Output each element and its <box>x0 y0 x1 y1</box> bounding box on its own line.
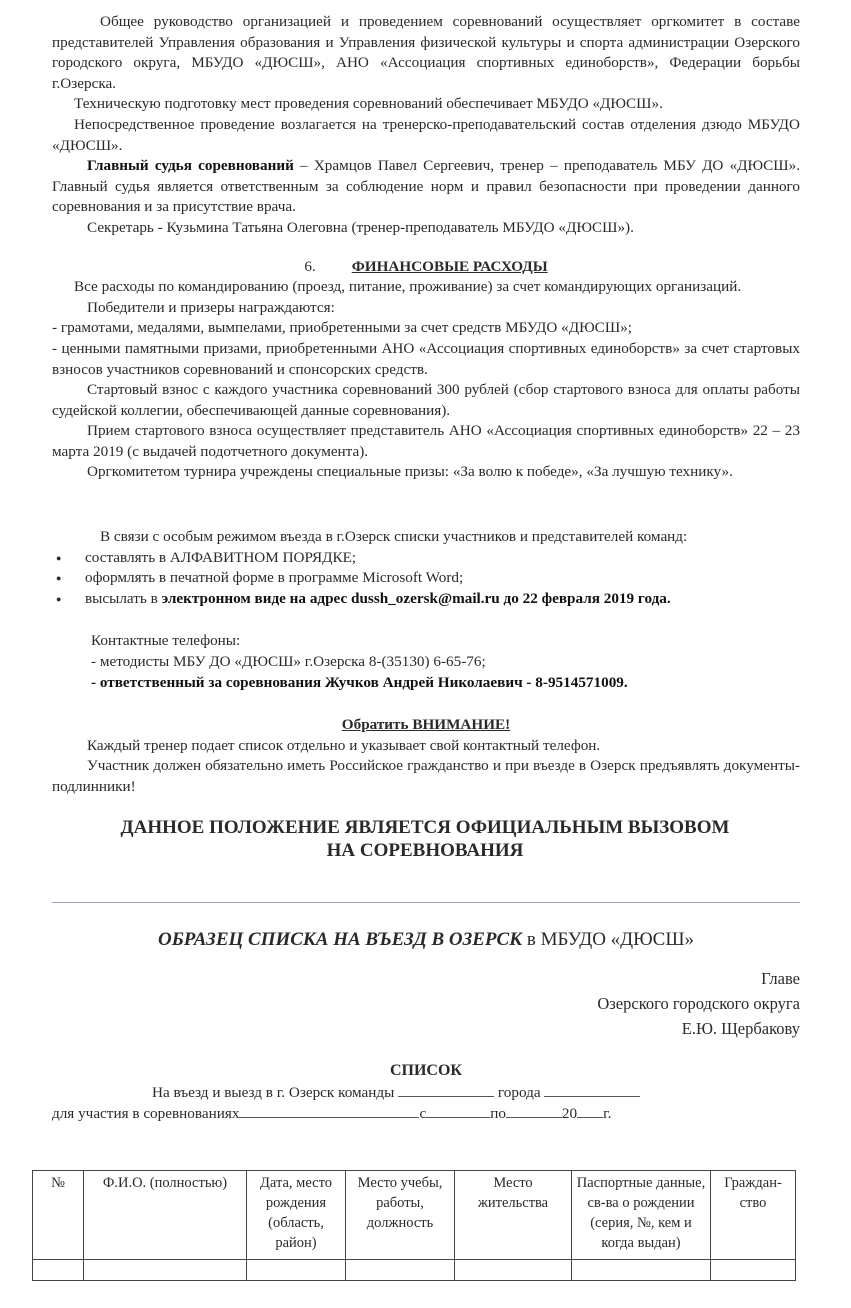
official-line-2: НА СОРЕВНОВАНИЯ <box>326 839 524 861</box>
list-to-label: по <box>490 1105 506 1123</box>
sample-title-rest: в МБУДО «ДЮСШ» <box>522 928 694 950</box>
intro-paragraph-2: Техническую подготовку мест проведения соревнований обеспечивает МБУДО «ДЮСШ». <box>74 95 663 113</box>
table-header-cell: Место учебы, работы, должность <box>346 1171 455 1260</box>
table-header-cell: Граждан-ство <box>711 1171 796 1260</box>
attention-heading: Обратить ВНИМАНИЕ! <box>341 716 511 734</box>
addressee-line-2: Озерского городского округа <box>597 994 800 1014</box>
addressee-line-1: Главе <box>761 969 800 989</box>
responsible-contact: - ответственный за соревнования Жучков Андрей Николаевич - 8-9514571009. <box>91 673 628 691</box>
chief-judge-label: Главный судья соревнований <box>87 157 294 175</box>
intro-paragraph-4 <box>52 156 800 218</box>
participants-table <box>32 1170 796 1281</box>
from-blank <box>426 1103 490 1118</box>
list-from-label: с <box>419 1105 427 1123</box>
list-line-1 <box>52 1082 800 1104</box>
chief-judge-text: – Храмцов Павел Сергеевич, тренер – преподаватель МБУ ДО «ДЮСШ». Главный судья является ответственным за соблюдение норм и правил безопасности при проведении данного соревнования и за присутствие врача. <box>52 157 800 216</box>
table-header-cell: Ф.И.О. (полностью) <box>84 1171 247 1260</box>
entry-rules-list <box>52 548 800 610</box>
team-blank <box>398 1082 494 1097</box>
finance-paragraph-6: Прием стартового взноса осуществляет представитель АНО «Ассоциация спортивных единоборств» 22 – 23 марта 2019 (с выдачей подотчетного документа). <box>52 422 800 460</box>
finance-paragraph-5: Стартовый взнос с каждого участника соревнований 300 рублей (сбор стартового взноса для оплаты работы судейской коллегии, обеспечивающей данные соревнования). <box>52 381 800 419</box>
addressee-block <box>52 966 800 1041</box>
table-header-cell: № <box>33 1171 84 1260</box>
list-line-2-text: для участия в соревнованиях <box>52 1105 240 1123</box>
list-line-2 <box>52 1103 800 1125</box>
contacts-line-2 <box>91 673 800 694</box>
list-title: СПИСОК <box>389 1062 463 1080</box>
table-cell <box>84 1260 247 1281</box>
email-deadline: электронном виде на адрес dussh_ozersk@mail.ru до 22 февраля 2019 года. <box>161 589 671 607</box>
table-header-cell: Место жительства <box>455 1171 572 1260</box>
list-city-label: города <box>497 1083 541 1101</box>
entry-intro: В связи с особым режимом въезда в г.Озерск списки участников и представителей команд: <box>100 528 688 546</box>
section-heading <box>52 257 800 278</box>
list-item: ● составлять в АЛФАВИТНОМ ПОРЯДКЕ; <box>52 548 800 569</box>
list-year-prefix: 20 <box>561 1105 578 1123</box>
year-blank <box>577 1103 603 1118</box>
contacts-block <box>52 631 800 693</box>
section-number: 6. <box>304 257 316 275</box>
competition-blank <box>239 1103 419 1118</box>
intro-paragraph-3: Непосредственное проведение возлагается на тренерско-преподавательский состав отделения дзюдо МБУДО «ДЮСШ». <box>52 115 800 154</box>
official-call-heading <box>52 816 798 862</box>
intro-paragraph-1: Общее руководство организацией и проведением соревнований осуществляет оргкомитет в составе представителей Управления образования и Управления физической культуры и спорта администрации Озерского городского округа, МБУДО «ДЮСШ», АНО «Ассоциация спортивных единоборств», Федерации борьбы г.Озерска. <box>52 13 800 92</box>
attention-paragraph-2: Участник должен обязательно иметь Российское гражданство и при въезде в Озерск предъявлять документы-подлинники! <box>52 757 800 795</box>
attention-paragraph-1: Каждый тренер подает список отдельно и указывает свой контактный телефон. <box>87 736 601 754</box>
addressee-line-3: Е.Ю. Щербакову <box>681 1019 800 1039</box>
table-header-cell: Паспортные данные, св-ва о рождении (серия, №, кем и когда выдан) <box>572 1171 711 1260</box>
table-cell <box>33 1260 84 1281</box>
section-title: ФИНАНСОВЫЕ РАСХОДЫ <box>351 257 548 275</box>
table-cell <box>455 1260 572 1281</box>
table-cell <box>247 1260 346 1281</box>
finance-paragraph-7: Оргкомитетом турнира учреждены специальные призы: «За волю к победе», «За лучшую технику». <box>87 463 733 481</box>
intro-paragraph-5: Секретарь - Кузьмина Татьяна Олеговна (тренер-преподаватель МБУДО «ДЮСШ»). <box>87 218 634 236</box>
table-header-row <box>33 1171 796 1260</box>
sample-title-italic: ОБРАЗЕЦ СПИСКА НА ВЪЕЗД В ОЗЕРСК <box>158 928 523 950</box>
bullet-text: высылать в <box>85 589 162 607</box>
list-year-suffix: г. <box>603 1105 612 1123</box>
to-blank <box>506 1103 562 1118</box>
contacts-title: Контактные телефоны: <box>91 632 241 650</box>
finance-paragraph-1: Все расходы по командированию (проезд, питание, проживание) за счет командирующих организаций. <box>74 278 742 296</box>
city-blank <box>544 1082 640 1097</box>
table-header-cell: Дата, место рождения (область, район) <box>247 1171 346 1260</box>
list-line-1-text: На въезд и выезд в г. Озерск команды <box>152 1083 395 1101</box>
finance-paragraph-2: Победители и призеры награждаются: <box>87 298 335 316</box>
contacts-line-1: - методисты МБУ ДО «ДЮСШ» г.Озерска 8-(35130) 6-65-76; <box>91 653 486 671</box>
table-row <box>33 1260 796 1281</box>
sample-title <box>52 930 800 951</box>
table-cell <box>711 1260 796 1281</box>
list-item <box>52 589 800 610</box>
finance-paragraph-3: - грамотами, медалями, вымпелами, приобретенными за счет средств МБУДО «ДЮСШ»; <box>52 319 632 337</box>
document-page <box>52 12 800 1125</box>
table-cell <box>346 1260 455 1281</box>
official-line-1: ДАННОЕ ПОЛОЖЕНИЕ ЯВЛЯЕТСЯ ОФИЦИАЛЬНЫМ ВЫЗОВОМ <box>120 816 730 838</box>
table-cell <box>572 1260 711 1281</box>
list-item: ● оформлять в печатной форме в программе Microsoft Word; <box>52 568 800 589</box>
divider <box>52 902 800 903</box>
finance-paragraph-4: - ценными памятными призами, приобретенными АНО «Ассоциация спортивных единоборств» за счет стартовых взносов участников соревнований и спонсорских средств. <box>52 339 800 378</box>
